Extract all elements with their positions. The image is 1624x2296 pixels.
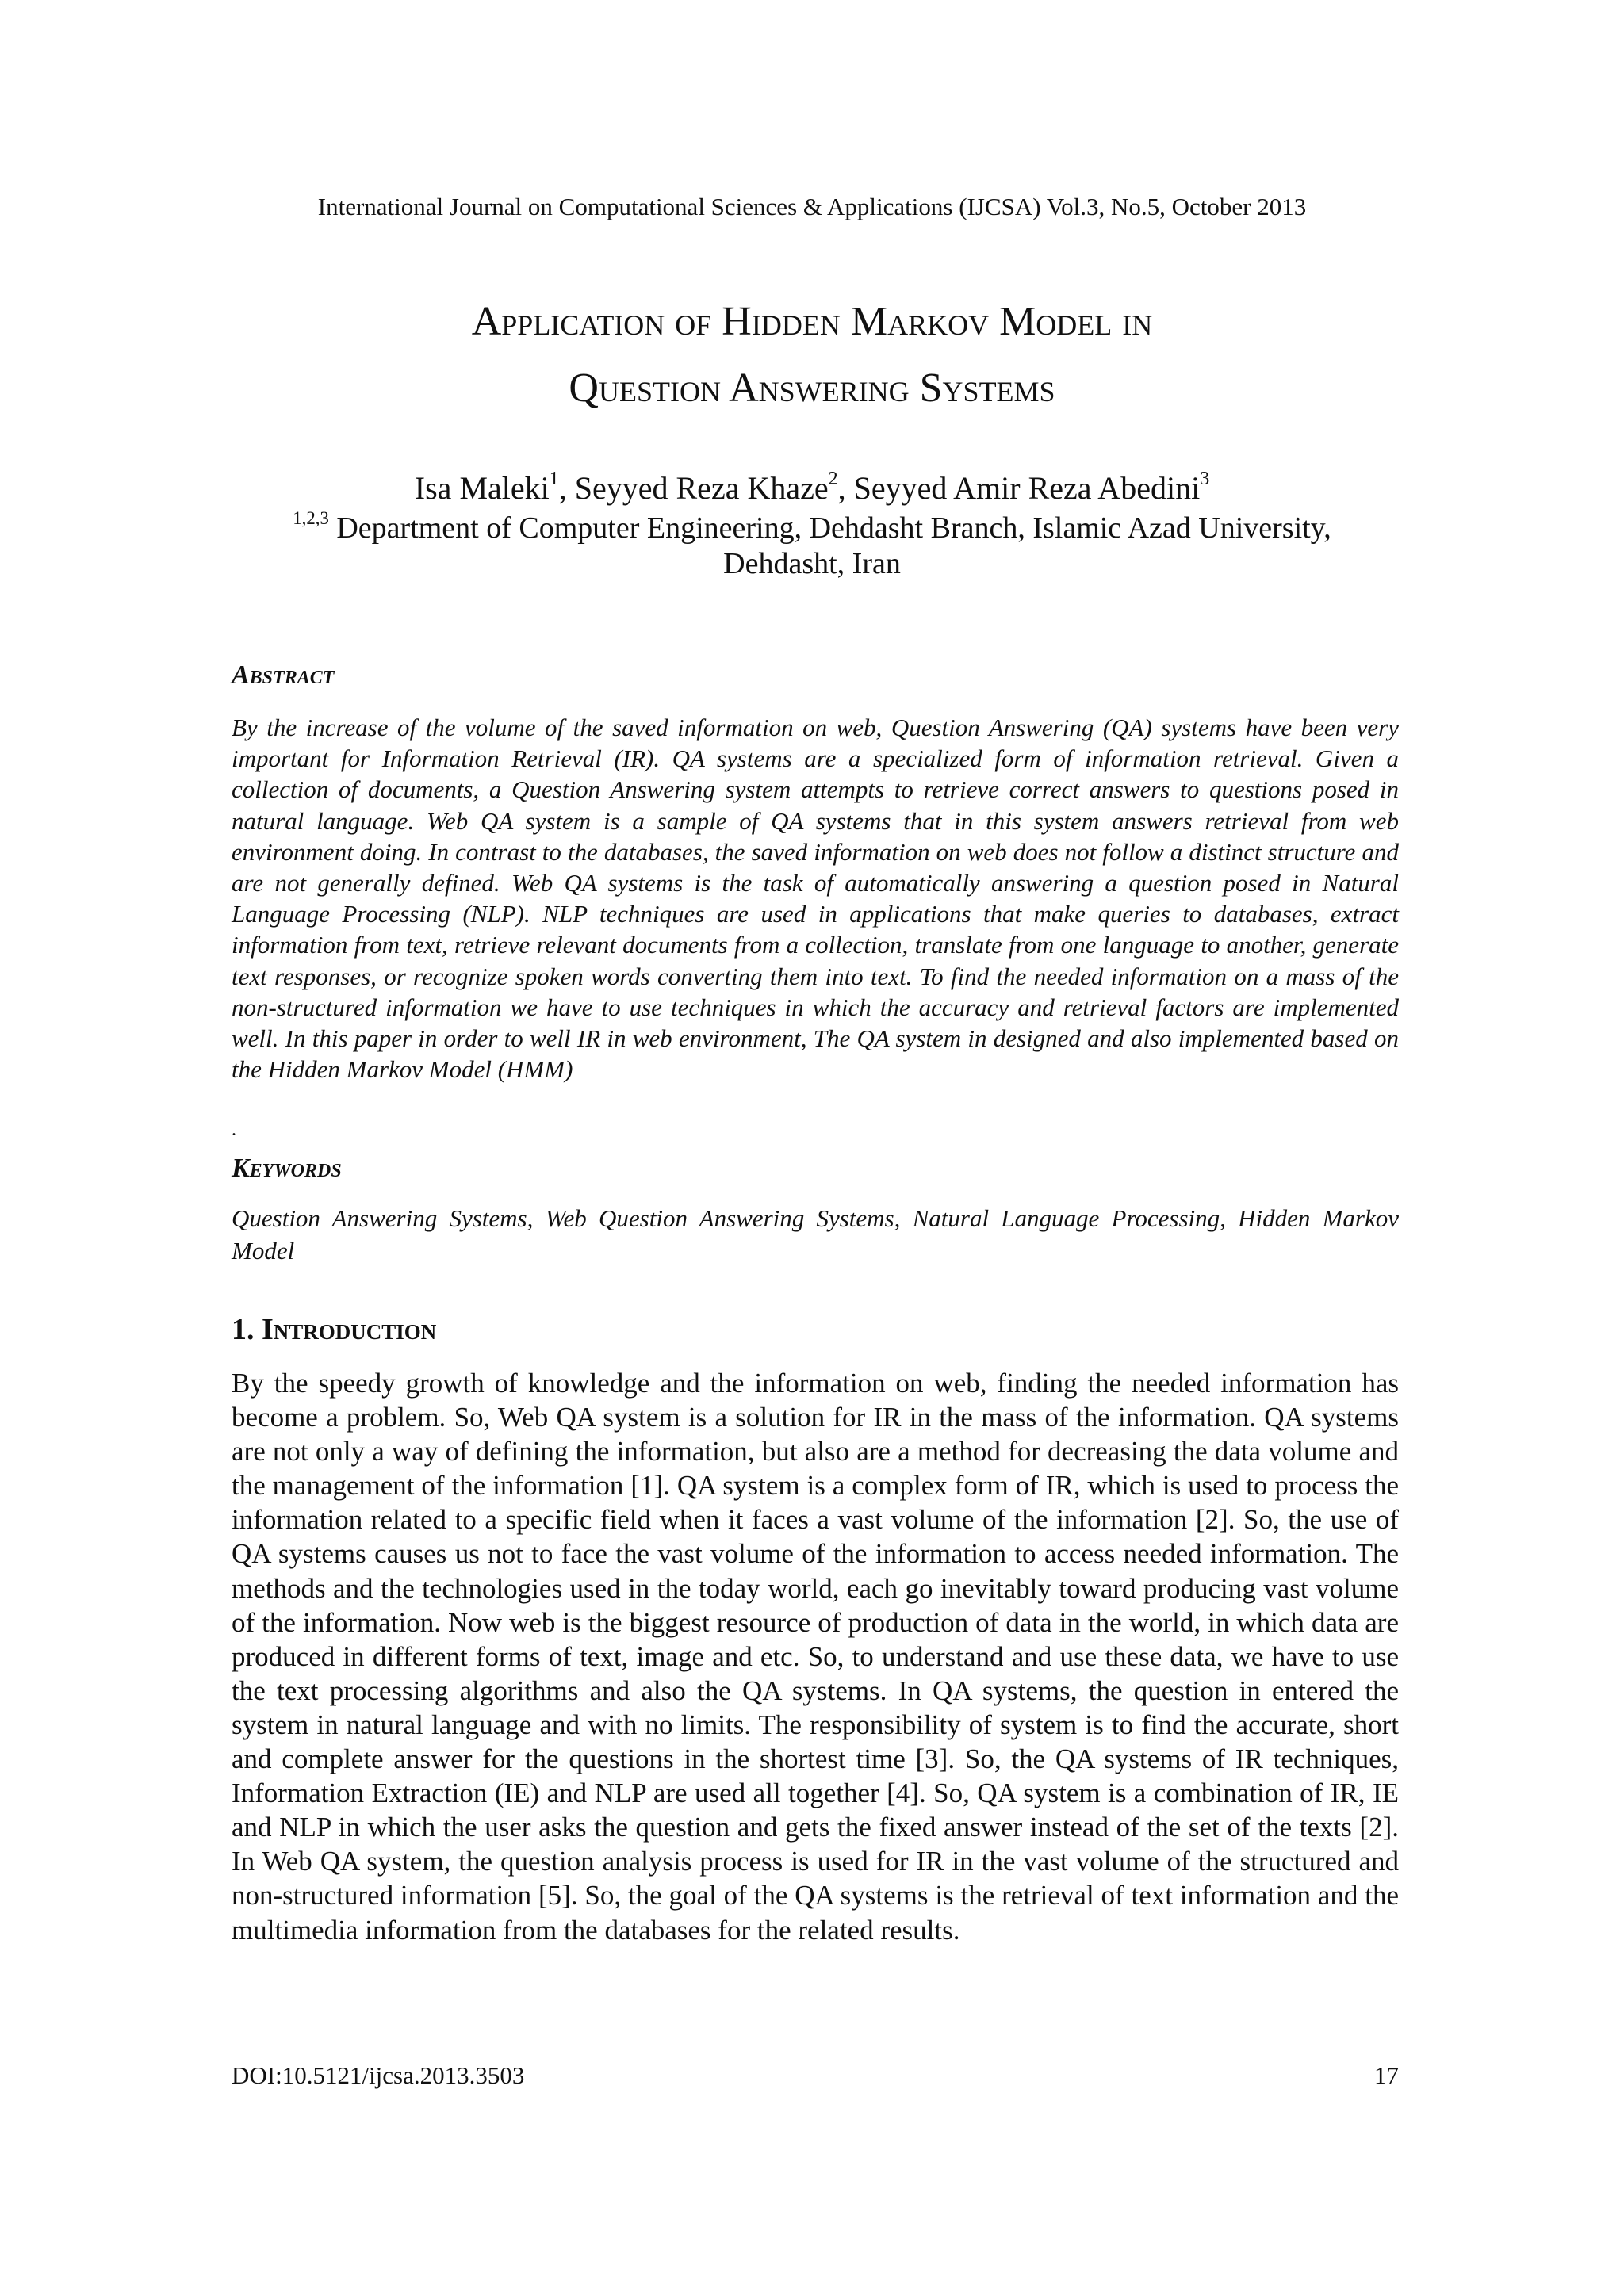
keywords-text: Question Answering Systems, Web Question Answering Systems, Natural Language Processing, Hidden Markov Model [232, 1204, 1399, 1265]
introduction-text: By the speedy growth of knowledge and the information on web, finding the needed information has become a problem. So, Web QA system is a solution for IR in the mass of the information. QA systems are not only a way of defining the information, but also are a method for decreasing the data volume and the management of the information [1]. QA system is a complex form of IR, which is used to process the information related to a specific field when it faces a vast volume of the information [2]. So, the use of QA systems causes us not to face the vast volume of the information to access needed information. The methods and the technologies used in the today world, each go inevitably toward producing vast volume of the information. Now web is the biggest resource of production of data in the world, in which data are produced in different forms of text, image and etc. So, to understand and use these data, we have to use the text processing algorithms and also the QA systems. In QA systems, the question in entered the system in natural language and with no limits. The responsibility of system is to find the accurate, short and complete answer for the questions in the shortest time [3]. So, the QA systems of IR techniques, Information Extraction (IE) and NLP are used all together [4]. So, QA system is a combination of IR, IE and NLP in which the user asks the question and gets the fixed answer instead of the set of the texts [2]. In Web QA system, the question analysis process is used for IR in the vast volume of the structured and non-structured information [5]. So, the goal of the QA systems is the retrieval of text information and the multimedia information from the databases for the related results. [232, 1368, 1399, 1946]
title-line-2: Question Answering Systems [569, 365, 1055, 411]
author-name: Seyyed Reza Khaze [574, 470, 829, 506]
page-number: 17 [1374, 2061, 1399, 2089]
author-separator: , [558, 470, 575, 506]
footer-doi: DOI:10.5121/ijcsa.2013.3503 [232, 2061, 525, 2089]
affiliation-text: Department of Computer Engineering, Dehdasht Branch, Islamic Azad University, [328, 511, 1331, 545]
paper-title [0, 289, 1624, 422]
abstract-heading: Abstract [232, 660, 335, 690]
author-separator: , [837, 470, 854, 506]
author-affiliation-mark: 1 [549, 469, 559, 489]
author-affiliation-mark: 3 [1200, 469, 1210, 489]
author-name: Seyyed Amir Reza Abedini [853, 470, 1201, 506]
abstract-trailing-dot: . [232, 1119, 236, 1140]
affiliation [0, 507, 1624, 582]
journal-header: International Journal on Computational Sciences & Applications (IJCSA) Vol.3, No.5, October 2013 [317, 193, 1307, 220]
affiliation-line-1 [0, 507, 1624, 546]
author-name: Isa Maleki [414, 470, 550, 506]
introduction-heading: 1. Introduction [232, 1313, 437, 1346]
author-affiliation-mark: 2 [828, 469, 838, 489]
keywords-heading: Keywords [232, 1154, 342, 1183]
title-line-1: Application of Hidden Markov Model in [471, 299, 1153, 344]
author-list [0, 466, 1624, 511]
affiliation-mark: 1,2,3 [293, 507, 329, 528]
affiliation-line-2: Dehdasht, Iran [723, 547, 901, 580]
abstract-text: By the increase of the volume of the saved information on web, Question Answering (QA) systems have been very important for Information Retrieval (IR). QA systems are a specialized form of information retrieval. Given a collection of documents, a Question Answering system attempts to retrieve correct answers to questions posed in natural language. Web QA system is a sample of QA systems that in this system answers retrieval from web environment doing. In contrast to the databases, the saved information on web does not follow a distinct structure and are not generally defined. Web QA systems is the task of automatically answering a question posed in Natural Language Processing (NLP). NLP techniques are used in applications that make queries to databases, extract information from text, retrieve relevant documents from a collection, translate from one language to another, generate text responses, or recognize spoken words converting them into text. To find the needed information on a mass of the non-structured information we have to use techniques in which the accuracy and retrieval factors are implemented well. In this paper in order to well IR in web environment, The QA system in designed and also implemented based on the Hidden Markov Model (HMM) [232, 714, 1399, 1084]
